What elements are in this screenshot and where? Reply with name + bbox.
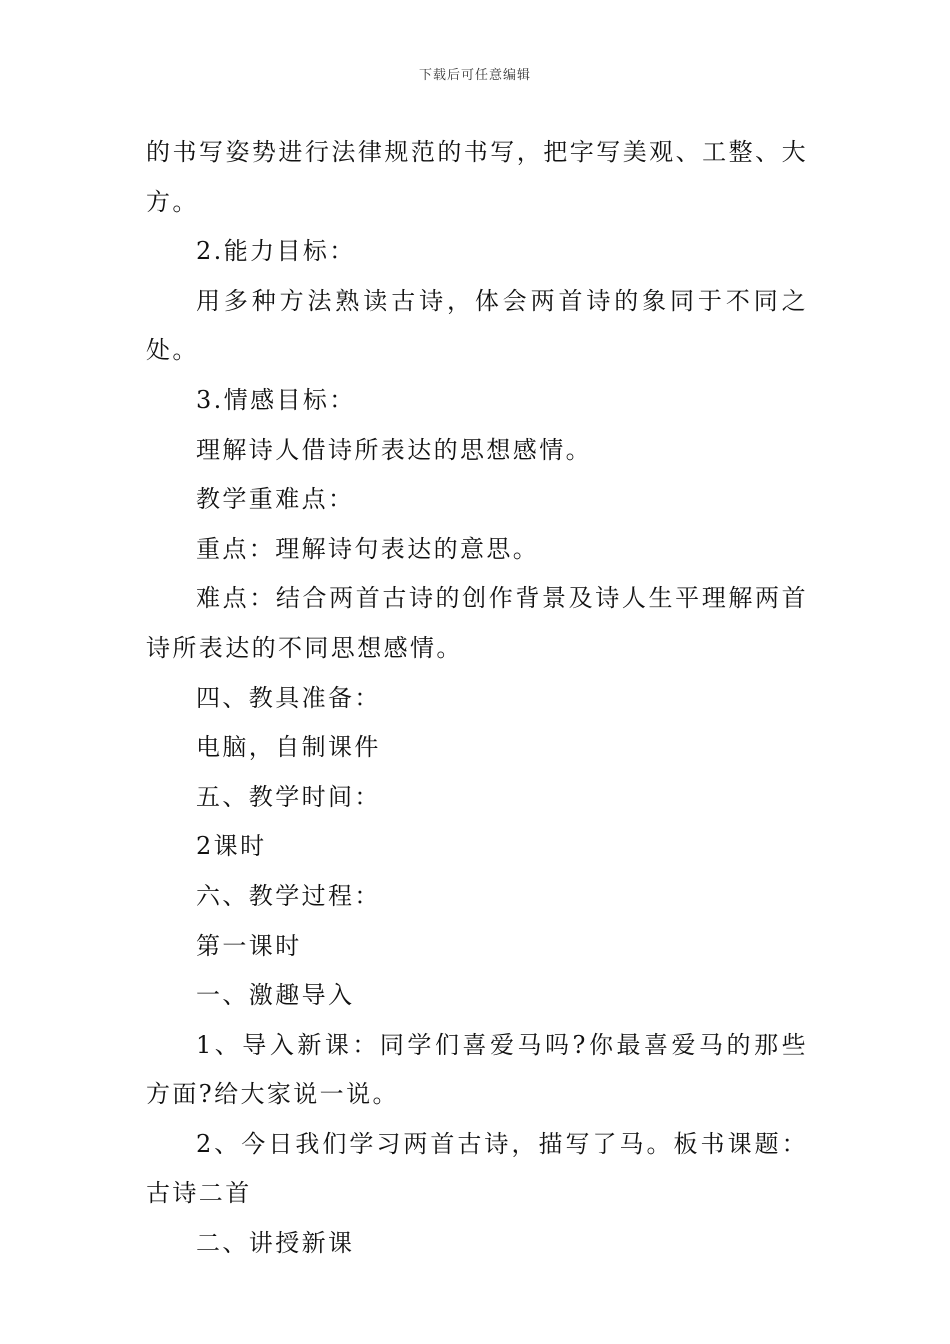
paragraph-teaching-time-heading: 五、教学时间： [196,782,381,811]
paragraph-key-point: 重点：理解诗句表达的意思。 [196,534,540,563]
paragraph-teaching-time: 2课时 [196,832,267,861]
paragraph-ability-goal: 用多种方法熟读古诗，体会两首诗的象同于不同之处。 [146,286,808,365]
paragraph-emotion-goal: 理解诗人借诗所表达的思想感情。 [196,435,592,464]
paragraph-difficulty: 难点：结合两首古诗的创作背景及诗人生平理解两首诗所表达的不同思想感情。 [146,584,808,662]
paragraph-teaching-aids-heading: 四、教具准备： [196,683,381,712]
paragraph-ability-goal-heading: 2.能力目标： [196,237,356,266]
paragraph-new-lesson-heading: 二、讲授新课 [196,1229,355,1258]
paragraph-teaching-process-heading: 六、教学过程： [196,881,381,910]
paragraph-key-points-heading: 教学重难点： [196,485,355,514]
paragraph-teaching-aids: 电脑，自制课件 [196,733,381,762]
paragraph-writing-posture: 的书写姿势进行法律规范的书写，把字写美观、工整、大方。 [146,138,808,216]
paragraph-introduction-step-2: 2、今日我们学习两首古诗，描写了马。板书课题：古诗二首 [146,1129,808,1208]
page-header: 下载后可任意编辑 [418,68,531,83]
paragraph-introduction-heading: 一、激趣导入 [196,981,355,1010]
paragraph-introduction-step-1: 1、导入新课：同学们喜爱马吗?你最喜爱马的那些方面?给大家说一说。 [146,1030,808,1109]
paragraph-emotion-goal-heading: 3.情感目标： [196,385,356,414]
paragraph-first-lesson: 第一课时 [196,931,302,960]
document-body [146,128,808,1269]
